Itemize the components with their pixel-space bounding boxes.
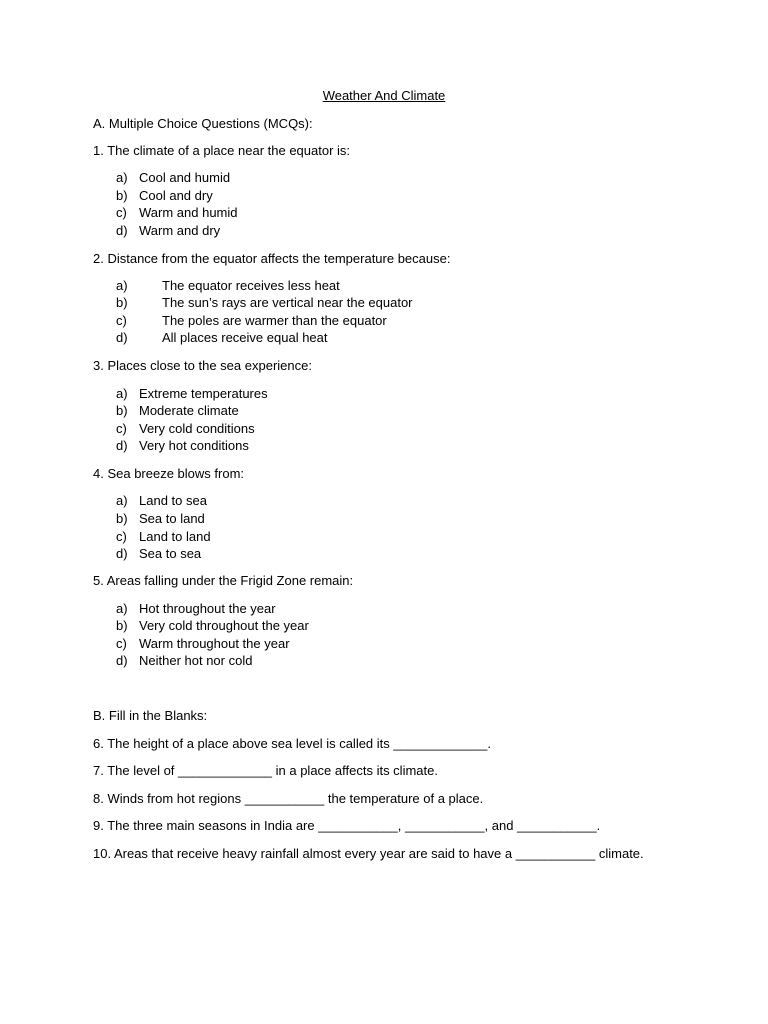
option-letter: c) bbox=[116, 636, 127, 651]
fill-blank-8: 8. Winds from hot regions ___________ the temperature of a place. bbox=[93, 791, 484, 806]
question-2: 2. Distance from the equator affects the temperature because: bbox=[93, 251, 451, 266]
option-letter: a) bbox=[116, 278, 128, 293]
option-text: The poles are warmer than the equator bbox=[162, 313, 387, 328]
option-letter: d) bbox=[116, 223, 128, 238]
option-letter: b) bbox=[116, 295, 128, 310]
option-text: Extreme temperatures bbox=[139, 386, 268, 401]
option-text: The sun’s rays are vertical near the equator bbox=[162, 295, 413, 310]
option-letter: d) bbox=[116, 546, 128, 561]
question-5: 5. Areas falling under the Frigid Zone remain: bbox=[93, 573, 354, 588]
option-letter: c) bbox=[116, 205, 127, 220]
option-letter: a) bbox=[116, 386, 128, 401]
option-letter: d) bbox=[116, 438, 128, 453]
option-text: Warm and dry bbox=[139, 223, 221, 238]
option-text: The equator receives less heat bbox=[162, 278, 340, 293]
section-b-heading: B. Fill in the Blanks: bbox=[93, 708, 208, 723]
option-letter: b) bbox=[116, 403, 128, 418]
option-text: Very cold throughout the year bbox=[139, 618, 309, 633]
question-3: 3. Places close to the sea experience: bbox=[93, 358, 312, 373]
option-text: Sea to sea bbox=[139, 546, 202, 561]
option-text: All places receive equal heat bbox=[162, 330, 328, 345]
option-letter: a) bbox=[116, 170, 128, 185]
question-4: 4. Sea breeze blows from: bbox=[93, 466, 245, 481]
fill-blank-6: 6. The height of a place above sea level is called its _____________. bbox=[93, 736, 491, 751]
question-1: 1. The climate of a place near the equator is: bbox=[93, 143, 351, 158]
option-letter: d) bbox=[116, 330, 128, 345]
option-letter: b) bbox=[116, 511, 128, 526]
option-text: Land to sea bbox=[139, 493, 207, 508]
option-text: Warm and humid bbox=[139, 205, 238, 220]
option-letter: a) bbox=[116, 601, 128, 616]
page-title: Weather And Climate bbox=[322, 88, 446, 103]
option-text: Hot throughout the year bbox=[139, 601, 276, 616]
option-letter: b) bbox=[116, 618, 128, 633]
option-letter: c) bbox=[116, 421, 127, 436]
option-letter: d) bbox=[116, 653, 128, 668]
option-letter: b) bbox=[116, 188, 128, 203]
option-text: Neither hot nor cold bbox=[139, 653, 253, 668]
option-text: Warm throughout the year bbox=[139, 636, 290, 651]
option-letter: a) bbox=[116, 493, 128, 508]
option-text: Very hot conditions bbox=[139, 438, 249, 453]
option-text: Land to land bbox=[139, 529, 211, 544]
fill-blank-10: 10. Areas that receive heavy rainfall almost every year are said to have a ___________ climate. bbox=[93, 846, 644, 861]
option-letter: c) bbox=[116, 529, 127, 544]
option-text: Cool and humid bbox=[139, 170, 231, 185]
fill-blank-7: 7. The level of _____________ in a place affects its climate. bbox=[93, 763, 438, 778]
fill-blank-9: 9. The three main seasons in India are ___________, ___________, and ___________. bbox=[93, 818, 601, 833]
option-text: Moderate climate bbox=[139, 403, 239, 418]
option-text: Sea to land bbox=[139, 511, 205, 526]
option-text: Cool and dry bbox=[139, 188, 213, 203]
section-a-heading: A. Multiple Choice Questions (MCQs): bbox=[93, 116, 313, 131]
option-letter: c) bbox=[116, 313, 127, 328]
option-text: Very cold conditions bbox=[139, 421, 255, 436]
